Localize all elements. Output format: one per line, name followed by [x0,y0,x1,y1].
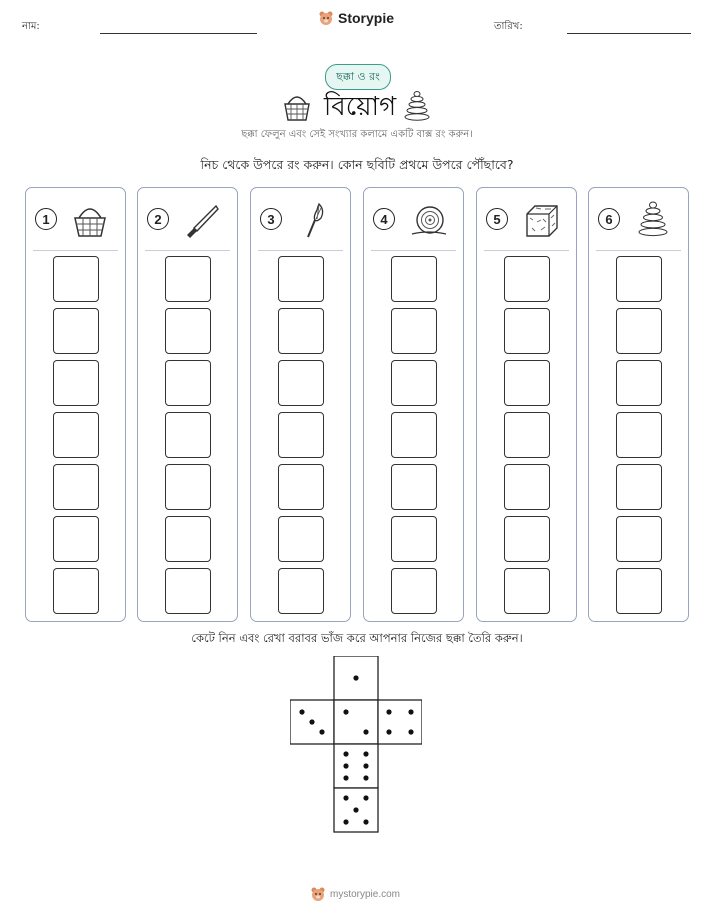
date-label: তারিখ: [494,21,523,32]
dice-net [290,656,422,836]
color-box[interactable] [278,568,324,614]
color-box[interactable] [278,256,324,302]
page-title: বিয়োগ [323,92,397,122]
color-box[interactable] [165,516,211,562]
column-number: 1 [35,208,57,230]
color-box[interactable] [391,568,437,614]
color-box[interactable] [53,412,99,458]
dice-face-6 [334,744,378,788]
column-number: 6 [598,208,620,230]
basket-icon [281,92,313,122]
dice-face-2 [334,700,378,744]
color-box[interactable] [616,308,662,354]
footer-url[interactable]: mystorypie.com [330,888,401,900]
color-box[interactable] [391,308,437,354]
whisk-icon [295,200,335,240]
brand-logo [318,10,394,26]
color-box[interactable] [53,516,99,562]
column-2 [137,187,238,622]
color-box[interactable] [53,568,99,614]
snail-shell-icon [408,200,448,240]
column-5 [476,187,577,622]
color-box[interactable] [616,516,662,562]
color-box[interactable] [53,308,99,354]
color-box[interactable] [391,516,437,562]
hay-bale-icon [521,200,561,240]
color-box[interactable] [278,464,324,510]
color-box[interactable] [278,360,324,406]
color-box[interactable] [504,256,550,302]
color-box[interactable] [165,464,211,510]
color-box[interactable] [165,256,211,302]
color-box[interactable] [278,516,324,562]
column-divider [484,250,569,251]
date-line[interactable] [567,33,691,34]
category-badge: ছক্কা ও রং [325,64,391,90]
column-number: 5 [486,208,508,230]
color-box[interactable] [504,308,550,354]
column-divider [33,250,118,251]
stacked-stones-icon [404,90,430,122]
column-1 [25,187,126,622]
color-box[interactable] [391,360,437,406]
color-box[interactable] [504,412,550,458]
basket-icon [70,200,110,240]
bear-icon [310,886,326,902]
column-number: 2 [147,208,169,230]
color-box[interactable] [616,464,662,510]
color-box[interactable] [165,412,211,458]
stacked-stones-icon [633,200,673,240]
footer [310,886,400,902]
color-box[interactable] [165,360,211,406]
color-box[interactable] [53,464,99,510]
column-divider [145,250,230,251]
color-box[interactable] [53,256,99,302]
color-box[interactable] [391,412,437,458]
color-box[interactable] [504,568,550,614]
color-box[interactable] [504,516,550,562]
color-box[interactable] [391,464,437,510]
color-box[interactable] [165,308,211,354]
dice-face-4 [378,700,422,744]
column-divider [371,250,456,251]
column-number: 3 [260,208,282,230]
column-6 [588,187,689,622]
column-number: 4 [373,208,395,230]
instruction-text: নিচ থেকে উপরে রং করুন। কোন ছবিটি প্রথমে উপরে পৌঁছাবে? [200,157,514,172]
bear-icon [318,10,334,26]
knife-icon [182,200,222,240]
color-box[interactable] [616,256,662,302]
subtitle: ছক্কা ফেলুন এবং সেই সংখ্যার কলামে একটি বাক্স রং করুন। [241,129,473,140]
column-4 [363,187,464,622]
brand-name: Storypie [338,10,395,26]
cut-instruction: কেটে নিন এবং রেখা বরাবর ভাঁজ করে আপনার নিজের ছক্কা তৈরি করুন। [191,631,523,645]
color-box[interactable] [53,360,99,406]
color-box[interactable] [504,360,550,406]
name-label: নাম: [22,21,40,32]
name-line[interactable] [100,33,257,34]
color-box[interactable] [391,256,437,302]
column-divider [258,250,343,251]
color-box[interactable] [616,568,662,614]
color-box[interactable] [616,360,662,406]
color-box[interactable] [504,464,550,510]
column-divider [596,250,681,251]
color-box[interactable] [616,412,662,458]
color-box[interactable] [165,568,211,614]
color-box[interactable] [278,308,324,354]
column-3 [250,187,351,622]
color-box[interactable] [278,412,324,458]
